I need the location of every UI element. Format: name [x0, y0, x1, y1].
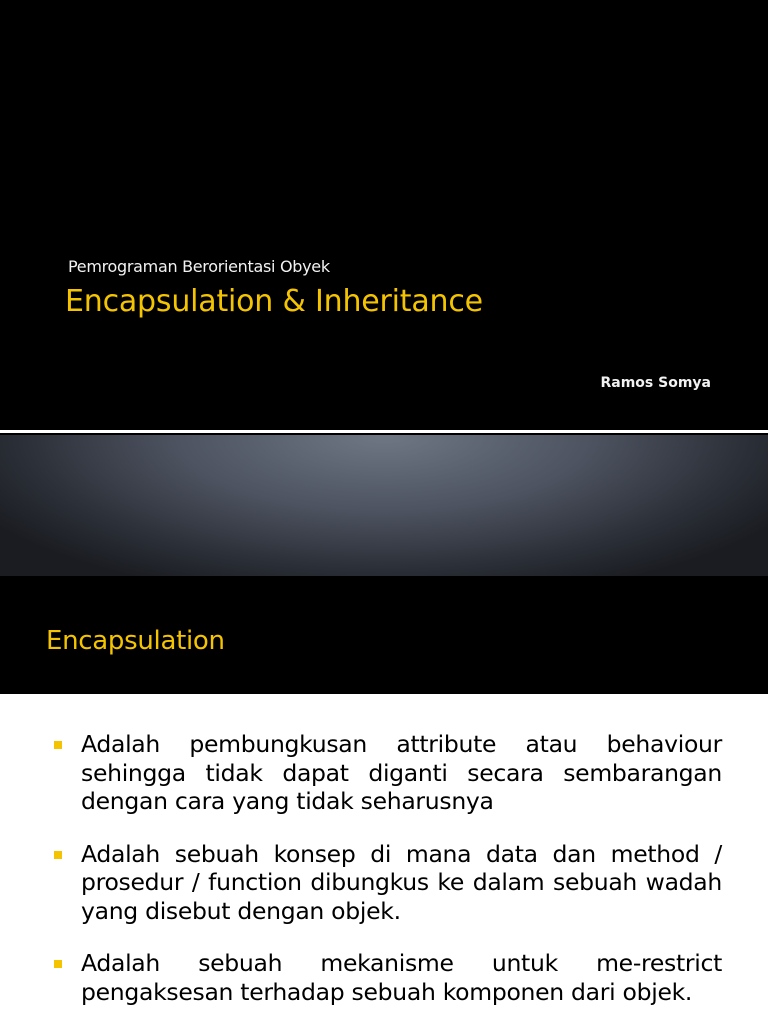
bullet-list [54, 730, 722, 1024]
content-slide [0, 697, 768, 1024]
section-header-slide [0, 433, 768, 694]
square-bullet-icon [54, 851, 62, 859]
bullet-text: Adalah sebuah mekanisme untuk me-restrict pengaksesan terhadap sebuah komponen dari objek. [81, 949, 722, 1006]
gradient-band [0, 435, 768, 576]
title-slide [0, 0, 768, 430]
square-bullet-icon [54, 960, 62, 968]
bullet-text: Adalah pembungkusan attribute atau behaviour sehingga tidak dapat diganti secara sembarangan dengan cara yang tidak seharusnya [81, 730, 722, 815]
square-bullet-icon [54, 741, 62, 749]
slide-heading: Encapsulation [46, 626, 225, 656]
bullet-item [54, 949, 722, 1006]
bullet-item [54, 840, 722, 926]
slide-author: Ramos Somya [600, 375, 711, 391]
slide-title: Encapsulation & Inheritance [65, 284, 483, 319]
slide-subtitle: Pemrograman Berorientasi Obyek [68, 257, 330, 276]
bullet-item [54, 730, 722, 816]
bullet-text: Adalah sebuah konsep di mana data dan method / prosedur / function dibungkus ke dalam sebuah wadah yang disebut dengan objek. [81, 839, 722, 925]
